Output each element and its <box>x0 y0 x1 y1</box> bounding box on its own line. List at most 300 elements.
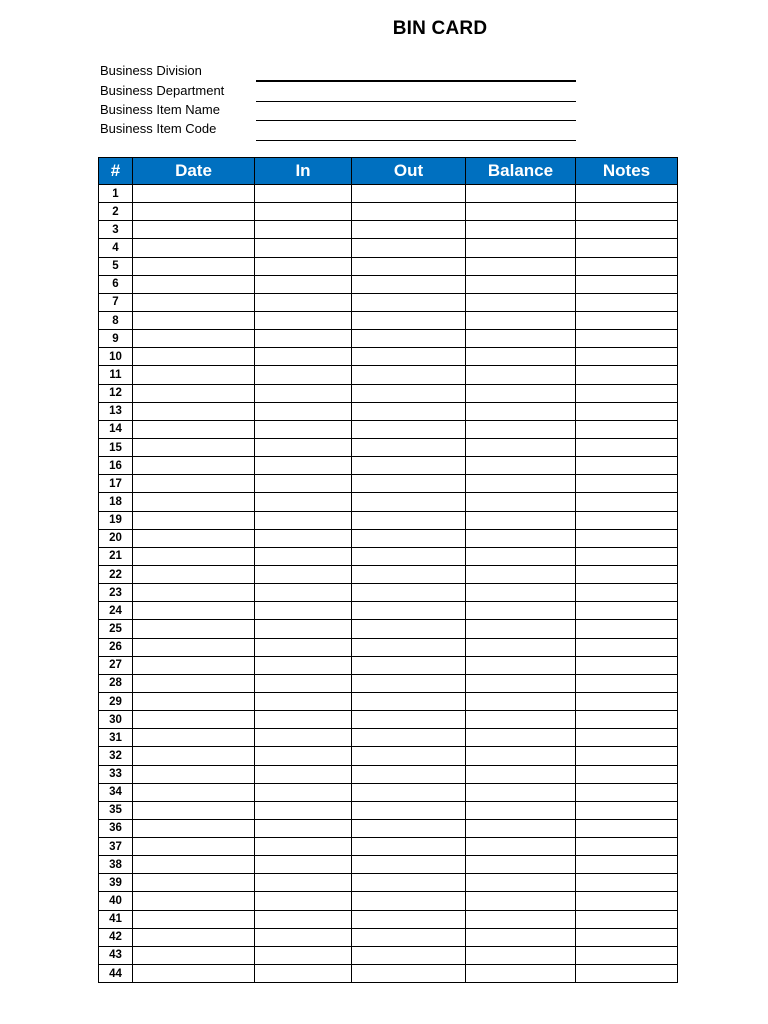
notes-cell[interactable] <box>576 348 678 366</box>
in-cell[interactable] <box>255 620 352 638</box>
date-cell[interactable] <box>133 729 255 747</box>
date-cell[interactable] <box>133 438 255 456</box>
row-number: 11 <box>99 366 133 384</box>
table-row <box>99 402 678 420</box>
row-number: 44 <box>99 965 133 983</box>
row-number: 30 <box>99 711 133 729</box>
date-cell[interactable] <box>133 747 255 765</box>
notes-cell[interactable] <box>576 221 678 239</box>
in-cell[interactable] <box>255 910 352 928</box>
date-cell[interactable] <box>133 221 255 239</box>
table-row <box>99 384 678 402</box>
notes-cell[interactable] <box>576 493 678 511</box>
column-header-notes: Notes <box>576 158 678 185</box>
row-number: 5 <box>99 257 133 275</box>
notes-cell[interactable] <box>576 420 678 438</box>
out-cell[interactable] <box>352 747 466 765</box>
table-row <box>99 348 678 366</box>
in-cell[interactable] <box>255 565 352 583</box>
date-cell[interactable] <box>133 711 255 729</box>
table-row <box>99 529 678 547</box>
table-row <box>99 493 678 511</box>
date-cell[interactable] <box>133 529 255 547</box>
out-cell[interactable] <box>352 366 466 384</box>
notes-cell[interactable] <box>576 692 678 710</box>
date-cell[interactable] <box>133 965 255 983</box>
in-cell[interactable] <box>255 801 352 819</box>
date-cell[interactable] <box>133 330 255 348</box>
in-cell[interactable] <box>255 656 352 674</box>
row-number: 32 <box>99 747 133 765</box>
date-cell[interactable] <box>133 928 255 946</box>
notes-cell[interactable] <box>576 620 678 638</box>
row-number: 10 <box>99 348 133 366</box>
table-body <box>99 185 678 983</box>
balance-cell[interactable] <box>466 311 576 329</box>
business-division-label: Business Division <box>100 63 202 78</box>
notes-cell[interactable] <box>576 384 678 402</box>
notes-cell[interactable] <box>576 565 678 583</box>
balance-cell[interactable] <box>466 783 576 801</box>
date-cell[interactable] <box>133 547 255 565</box>
date-cell[interactable] <box>133 311 255 329</box>
in-cell[interactable] <box>255 475 352 493</box>
table-row <box>99 185 678 203</box>
in-cell[interactable] <box>255 692 352 710</box>
date-cell[interactable] <box>133 584 255 602</box>
date-cell[interactable] <box>133 674 255 692</box>
in-cell[interactable] <box>255 638 352 656</box>
date-cell[interactable] <box>133 946 255 964</box>
row-number: 8 <box>99 311 133 329</box>
date-cell[interactable] <box>133 692 255 710</box>
out-cell[interactable] <box>352 239 466 257</box>
notes-cell[interactable] <box>576 656 678 674</box>
row-number: 28 <box>99 674 133 692</box>
balance-cell[interactable] <box>466 475 576 493</box>
row-number: 34 <box>99 783 133 801</box>
out-cell[interactable] <box>352 620 466 638</box>
notes-cell[interactable] <box>576 801 678 819</box>
out-cell[interactable] <box>352 547 466 565</box>
out-cell[interactable] <box>352 185 466 203</box>
in-cell[interactable] <box>255 729 352 747</box>
notes-cell[interactable] <box>576 856 678 874</box>
notes-cell[interactable] <box>576 511 678 529</box>
in-cell[interactable] <box>255 783 352 801</box>
notes-cell[interactable] <box>576 330 678 348</box>
table-row <box>99 330 678 348</box>
balance-cell[interactable] <box>466 819 576 837</box>
date-cell[interactable] <box>133 457 255 475</box>
date-cell[interactable] <box>133 602 255 620</box>
date-cell[interactable] <box>133 874 255 892</box>
out-cell[interactable] <box>352 257 466 275</box>
in-cell[interactable] <box>255 511 352 529</box>
notes-cell[interactable] <box>576 747 678 765</box>
table-row <box>99 438 678 456</box>
balance-cell[interactable] <box>466 729 576 747</box>
balance-cell[interactable] <box>466 874 576 892</box>
out-cell[interactable] <box>352 475 466 493</box>
row-number: 26 <box>99 638 133 656</box>
row-number: 33 <box>99 765 133 783</box>
out-cell[interactable] <box>352 765 466 783</box>
balance-cell[interactable] <box>466 801 576 819</box>
row-number: 3 <box>99 221 133 239</box>
in-cell[interactable] <box>255 529 352 547</box>
notes-cell[interactable] <box>576 402 678 420</box>
balance-cell[interactable] <box>466 656 576 674</box>
out-cell[interactable] <box>352 493 466 511</box>
row-number: 25 <box>99 620 133 638</box>
out-cell[interactable] <box>352 420 466 438</box>
balance-cell[interactable] <box>466 438 576 456</box>
balance-cell[interactable] <box>466 384 576 402</box>
out-cell[interactable] <box>352 638 466 656</box>
balance-cell[interactable] <box>466 348 576 366</box>
notes-cell[interactable] <box>576 293 678 311</box>
page-title: BIN CARD <box>392 18 488 39</box>
table-row <box>99 801 678 819</box>
balance-cell[interactable] <box>466 221 576 239</box>
row-number: 41 <box>99 910 133 928</box>
business-department-field[interactable] <box>256 101 576 102</box>
notes-cell[interactable] <box>576 765 678 783</box>
out-cell[interactable] <box>352 819 466 837</box>
balance-cell[interactable] <box>466 330 576 348</box>
in-cell[interactable] <box>255 402 352 420</box>
row-number: 31 <box>99 729 133 747</box>
notes-cell[interactable] <box>576 257 678 275</box>
date-cell[interactable] <box>133 783 255 801</box>
balance-cell[interactable] <box>466 711 576 729</box>
in-cell[interactable] <box>255 674 352 692</box>
balance-cell[interactable] <box>466 547 576 565</box>
table-row <box>99 239 678 257</box>
table-row <box>99 765 678 783</box>
table-row <box>99 620 678 638</box>
out-cell[interactable] <box>352 892 466 910</box>
date-cell[interactable] <box>133 765 255 783</box>
out-cell[interactable] <box>352 692 466 710</box>
in-cell[interactable] <box>255 348 352 366</box>
balance-cell[interactable] <box>466 293 576 311</box>
out-cell[interactable] <box>352 348 466 366</box>
date-cell[interactable] <box>133 910 255 928</box>
table-row <box>99 674 678 692</box>
in-cell[interactable] <box>255 384 352 402</box>
notes-cell[interactable] <box>576 311 678 329</box>
row-number: 27 <box>99 656 133 674</box>
in-cell[interactable] <box>255 765 352 783</box>
out-cell[interactable] <box>352 438 466 456</box>
out-cell[interactable] <box>352 711 466 729</box>
in-cell[interactable] <box>255 711 352 729</box>
balance-cell[interactable] <box>466 838 576 856</box>
table-row <box>99 892 678 910</box>
table-row <box>99 656 678 674</box>
table-row <box>99 275 678 293</box>
notes-cell[interactable] <box>576 638 678 656</box>
row-number: 22 <box>99 565 133 583</box>
date-cell[interactable] <box>133 366 255 384</box>
in-cell[interactable] <box>255 946 352 964</box>
row-number: 1 <box>99 185 133 203</box>
in-cell[interactable] <box>255 547 352 565</box>
in-cell[interactable] <box>255 257 352 275</box>
balance-cell[interactable] <box>466 674 576 692</box>
table-row <box>99 547 678 565</box>
notes-cell[interactable] <box>576 783 678 801</box>
business-item-name-field[interactable] <box>256 120 576 121</box>
in-cell[interactable] <box>255 239 352 257</box>
balance-cell[interactable] <box>466 965 576 983</box>
notes-cell[interactable] <box>576 275 678 293</box>
out-cell[interactable] <box>352 946 466 964</box>
out-cell[interactable] <box>352 783 466 801</box>
business-department-label: Business Department <box>100 83 225 98</box>
date-cell[interactable] <box>133 402 255 420</box>
date-cell[interactable] <box>133 239 255 257</box>
business-item-code-field[interactable] <box>256 140 576 141</box>
notes-cell[interactable] <box>576 711 678 729</box>
in-cell[interactable] <box>255 602 352 620</box>
date-cell[interactable] <box>133 801 255 819</box>
date-cell[interactable] <box>133 257 255 275</box>
table-row <box>99 638 678 656</box>
table-row <box>99 819 678 837</box>
out-cell[interactable] <box>352 584 466 602</box>
notes-cell[interactable] <box>576 910 678 928</box>
date-cell[interactable] <box>133 838 255 856</box>
date-cell[interactable] <box>133 620 255 638</box>
out-cell[interactable] <box>352 402 466 420</box>
out-cell[interactable] <box>352 275 466 293</box>
column-header-balance: Balance <box>466 158 576 185</box>
notes-cell[interactable] <box>576 819 678 837</box>
out-cell[interactable] <box>352 384 466 402</box>
out-cell[interactable] <box>352 529 466 547</box>
in-cell[interactable] <box>255 221 352 239</box>
in-cell[interactable] <box>255 819 352 837</box>
balance-cell[interactable] <box>466 620 576 638</box>
out-cell[interactable] <box>352 602 466 620</box>
table-row <box>99 602 678 620</box>
balance-cell[interactable] <box>466 275 576 293</box>
out-cell[interactable] <box>352 457 466 475</box>
business-item-code-label: Business Item Code <box>100 121 217 136</box>
notes-cell[interactable] <box>576 457 678 475</box>
out-cell[interactable] <box>352 874 466 892</box>
balance-cell[interactable] <box>466 565 576 583</box>
notes-cell[interactable] <box>576 946 678 964</box>
notes-cell[interactable] <box>576 185 678 203</box>
out-cell[interactable] <box>352 928 466 946</box>
notes-cell[interactable] <box>576 928 678 946</box>
in-cell[interactable] <box>255 892 352 910</box>
date-cell[interactable] <box>133 293 255 311</box>
notes-cell[interactable] <box>576 838 678 856</box>
balance-cell[interactable] <box>466 602 576 620</box>
notes-cell[interactable] <box>576 602 678 620</box>
out-cell[interactable] <box>352 910 466 928</box>
balance-cell[interactable] <box>466 366 576 384</box>
row-number: 18 <box>99 493 133 511</box>
date-cell[interactable] <box>133 892 255 910</box>
balance-cell[interactable] <box>466 910 576 928</box>
row-number: 39 <box>99 874 133 892</box>
notes-cell[interactable] <box>576 203 678 221</box>
table-header-row <box>99 158 678 185</box>
in-cell[interactable] <box>255 203 352 221</box>
in-cell[interactable] <box>255 838 352 856</box>
notes-cell[interactable] <box>576 547 678 565</box>
row-number: 37 <box>99 838 133 856</box>
out-cell[interactable] <box>352 729 466 747</box>
table-row <box>99 311 678 329</box>
in-cell[interactable] <box>255 457 352 475</box>
date-cell[interactable] <box>133 511 255 529</box>
balance-cell[interactable] <box>466 203 576 221</box>
in-cell[interactable] <box>255 856 352 874</box>
table-row <box>99 910 678 928</box>
business-division-field[interactable] <box>256 80 576 82</box>
in-cell[interactable] <box>255 330 352 348</box>
row-number: 16 <box>99 457 133 475</box>
table-row <box>99 584 678 602</box>
date-cell[interactable] <box>133 275 255 293</box>
out-cell[interactable] <box>352 330 466 348</box>
balance-cell[interactable] <box>466 892 576 910</box>
balance-cell[interactable] <box>466 928 576 946</box>
balance-cell[interactable] <box>466 493 576 511</box>
out-cell[interactable] <box>352 674 466 692</box>
notes-cell[interactable] <box>576 584 678 602</box>
in-cell[interactable] <box>255 420 352 438</box>
out-cell[interactable] <box>352 965 466 983</box>
date-cell[interactable] <box>133 565 255 583</box>
balance-cell[interactable] <box>466 402 576 420</box>
row-number: 7 <box>99 293 133 311</box>
notes-cell[interactable] <box>576 475 678 493</box>
in-cell[interactable] <box>255 965 352 983</box>
table-row <box>99 874 678 892</box>
row-number: 38 <box>99 856 133 874</box>
date-cell[interactable] <box>133 638 255 656</box>
out-cell[interactable] <box>352 293 466 311</box>
out-cell[interactable] <box>352 203 466 221</box>
out-cell[interactable] <box>352 221 466 239</box>
out-cell[interactable] <box>352 656 466 674</box>
balance-cell[interactable] <box>466 765 576 783</box>
row-number: 2 <box>99 203 133 221</box>
table-row <box>99 838 678 856</box>
balance-cell[interactable] <box>466 511 576 529</box>
out-cell[interactable] <box>352 856 466 874</box>
balance-cell[interactable] <box>466 747 576 765</box>
table-row <box>99 783 678 801</box>
date-cell[interactable] <box>133 656 255 674</box>
row-number: 19 <box>99 511 133 529</box>
in-cell[interactable] <box>255 438 352 456</box>
in-cell[interactable] <box>255 747 352 765</box>
balance-cell[interactable] <box>466 529 576 547</box>
balance-cell[interactable] <box>466 257 576 275</box>
row-number: 40 <box>99 892 133 910</box>
row-number: 29 <box>99 692 133 710</box>
row-number: 20 <box>99 529 133 547</box>
table-row <box>99 203 678 221</box>
balance-cell[interactable] <box>466 946 576 964</box>
notes-cell[interactable] <box>576 239 678 257</box>
row-number: 42 <box>99 928 133 946</box>
notes-cell[interactable] <box>576 729 678 747</box>
date-cell[interactable] <box>133 819 255 837</box>
date-cell[interactable] <box>133 493 255 511</box>
in-cell[interactable] <box>255 584 352 602</box>
balance-cell[interactable] <box>466 692 576 710</box>
balance-cell[interactable] <box>466 185 576 203</box>
date-cell[interactable] <box>133 384 255 402</box>
table-row <box>99 420 678 438</box>
row-number: 15 <box>99 438 133 456</box>
in-cell[interactable] <box>255 493 352 511</box>
notes-cell[interactable] <box>576 892 678 910</box>
bin-card-table <box>98 157 678 983</box>
out-cell[interactable] <box>352 565 466 583</box>
date-cell[interactable] <box>133 203 255 221</box>
notes-cell[interactable] <box>576 874 678 892</box>
balance-cell[interactable] <box>466 239 576 257</box>
balance-cell[interactable] <box>466 638 576 656</box>
date-cell[interactable] <box>133 475 255 493</box>
in-cell[interactable] <box>255 366 352 384</box>
notes-cell[interactable] <box>576 366 678 384</box>
date-cell[interactable] <box>133 348 255 366</box>
in-cell[interactable] <box>255 928 352 946</box>
table-row <box>99 928 678 946</box>
notes-cell[interactable] <box>576 438 678 456</box>
notes-cell[interactable] <box>576 529 678 547</box>
balance-cell[interactable] <box>466 584 576 602</box>
in-cell[interactable] <box>255 311 352 329</box>
row-number: 35 <box>99 801 133 819</box>
date-cell[interactable] <box>133 856 255 874</box>
out-cell[interactable] <box>352 511 466 529</box>
balance-cell[interactable] <box>466 420 576 438</box>
in-cell[interactable] <box>255 275 352 293</box>
balance-cell[interactable] <box>466 856 576 874</box>
date-cell[interactable] <box>133 420 255 438</box>
in-cell[interactable] <box>255 293 352 311</box>
row-number: 17 <box>99 475 133 493</box>
in-cell[interactable] <box>255 185 352 203</box>
in-cell[interactable] <box>255 874 352 892</box>
row-number: 4 <box>99 239 133 257</box>
column-header-in: In <box>255 158 352 185</box>
balance-cell[interactable] <box>466 457 576 475</box>
notes-cell[interactable] <box>576 674 678 692</box>
row-number: 36 <box>99 819 133 837</box>
out-cell[interactable] <box>352 801 466 819</box>
out-cell[interactable] <box>352 311 466 329</box>
row-number: 13 <box>99 402 133 420</box>
table-row <box>99 457 678 475</box>
date-cell[interactable] <box>133 185 255 203</box>
out-cell[interactable] <box>352 838 466 856</box>
notes-cell[interactable] <box>576 965 678 983</box>
